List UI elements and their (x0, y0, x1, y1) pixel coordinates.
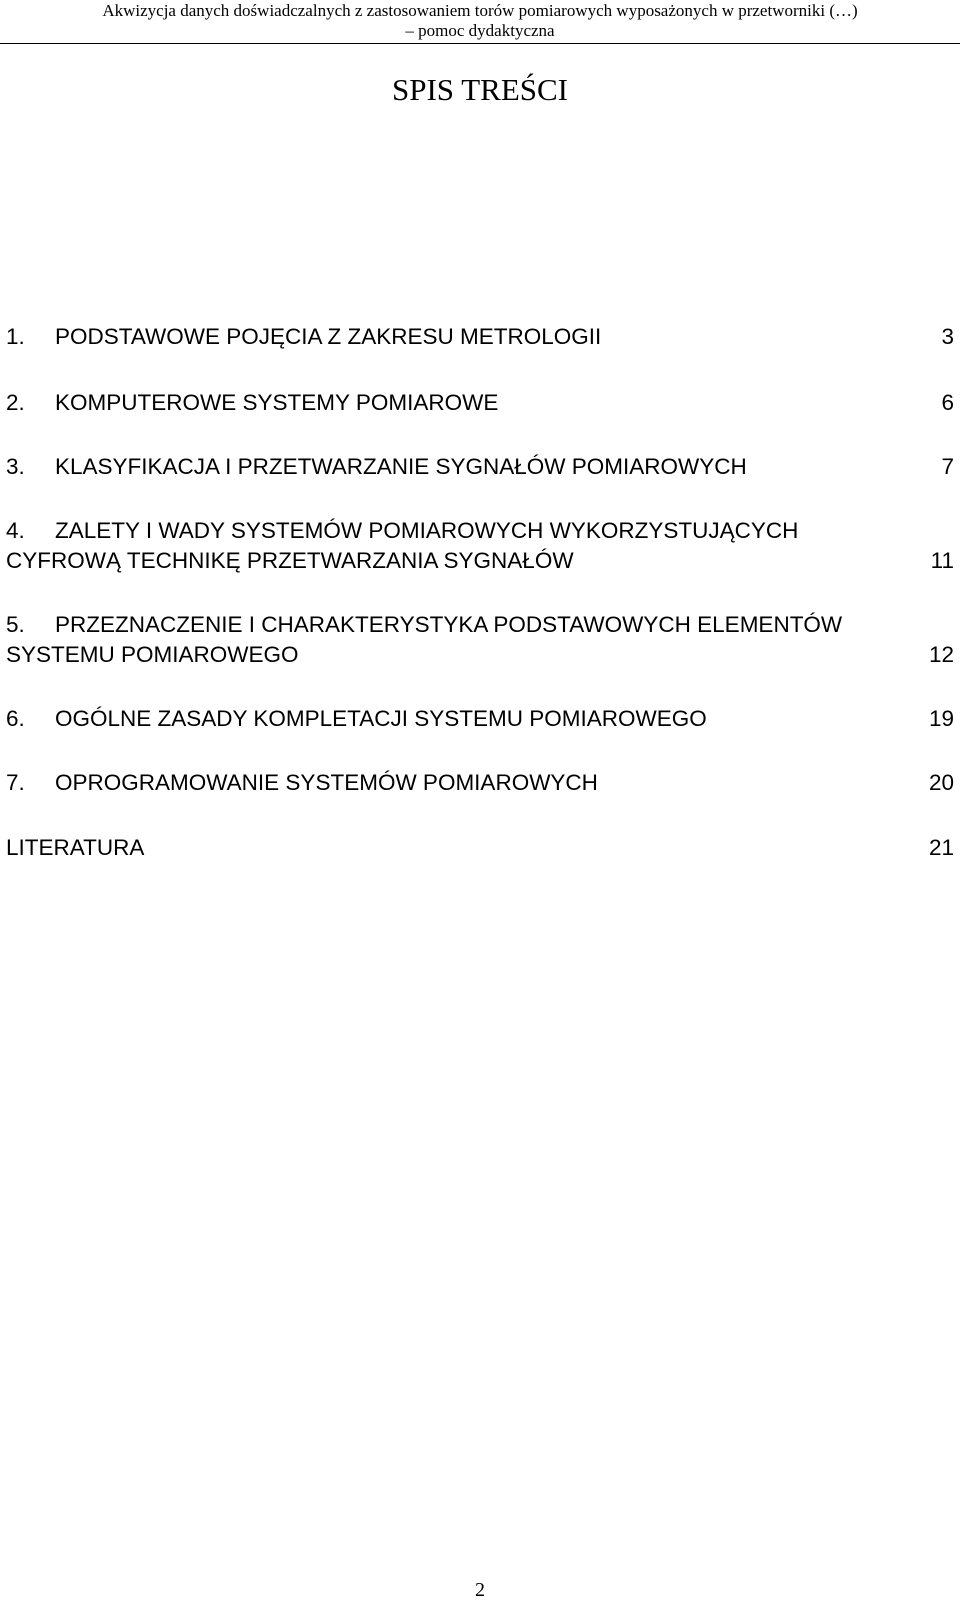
toc-entry-title: PRZEZNACZENIE I CHARAKTERYSTYKA PODSTAWOWYCH ELEMENTÓW (55, 612, 843, 637)
toc-entry-title: OPROGRAMOWANIE SYSTEMÓW POMIAROWYCH (55, 770, 598, 795)
header-title: Akwizycja danych doświadczalnych z zastosowaniem torów pomiarowych wyposażonych w przetworniki (…) (102, 1, 858, 20)
toc-entry-number: 7. (6, 770, 25, 795)
toc-entry-title: LITERATURA (6, 835, 145, 860)
toc-entry-number: 2. (6, 390, 25, 415)
header-divider (0, 43, 960, 44)
toc-entry-title: KLASYFIKACJA I PRZETWARZANIE SYGNAŁÓW POMIAROWYCH (55, 454, 747, 479)
toc-entry-4[interactable] (6, 516, 954, 576)
toc-entry-number: 3. (6, 454, 25, 479)
toc-entry-page: 6 (941, 390, 954, 415)
toc-entry-number: 6. (6, 706, 25, 731)
running-header (0, 0, 960, 44)
toc-entry-title-continued: CYFROWĄ TECHNIKĘ PRZETWARZANIA SYGNAŁÓW (6, 548, 574, 573)
toc-entry-page: 11 (930, 548, 954, 573)
toc-entry-page: 20 (928, 770, 954, 795)
toc-entry-page: 19 (928, 706, 954, 731)
toc-entry-page: 7 (941, 454, 954, 479)
toc-entry-title-continued: SYSTEMU POMIAROWEGO (6, 642, 299, 667)
page-title: SPIS TREŚCI (391, 72, 569, 107)
header-subtitle: – pomoc dydaktyczna (405, 21, 555, 40)
toc-entry-title: ZALETY I WADY SYSTEMÓW POMIAROWYCH WYKORZYSTUJĄCYCH (55, 518, 799, 543)
toc-entry-page: 21 (928, 835, 954, 860)
toc-entry-page: 3 (941, 324, 954, 349)
toc-entry-5[interactable] (6, 610, 954, 670)
toc-entry-title: PODSTAWOWE POJĘCIA Z ZAKRESU METROLOGII (55, 324, 602, 349)
toc-entry-title: KOMPUTEROWE SYSTEMY POMIAROWE (55, 390, 499, 415)
toc-entry-page: 12 (928, 642, 954, 667)
toc-entry-number: 1. (6, 324, 25, 349)
page-number: 2 (475, 1579, 485, 1601)
toc-entry-number: 5. (6, 612, 25, 637)
toc-entry-number: 4. (6, 518, 25, 543)
toc-entry-title: OGÓLNE ZASADY KOMPLETACJI SYSTEMU POMIAROWEGO (55, 706, 707, 731)
